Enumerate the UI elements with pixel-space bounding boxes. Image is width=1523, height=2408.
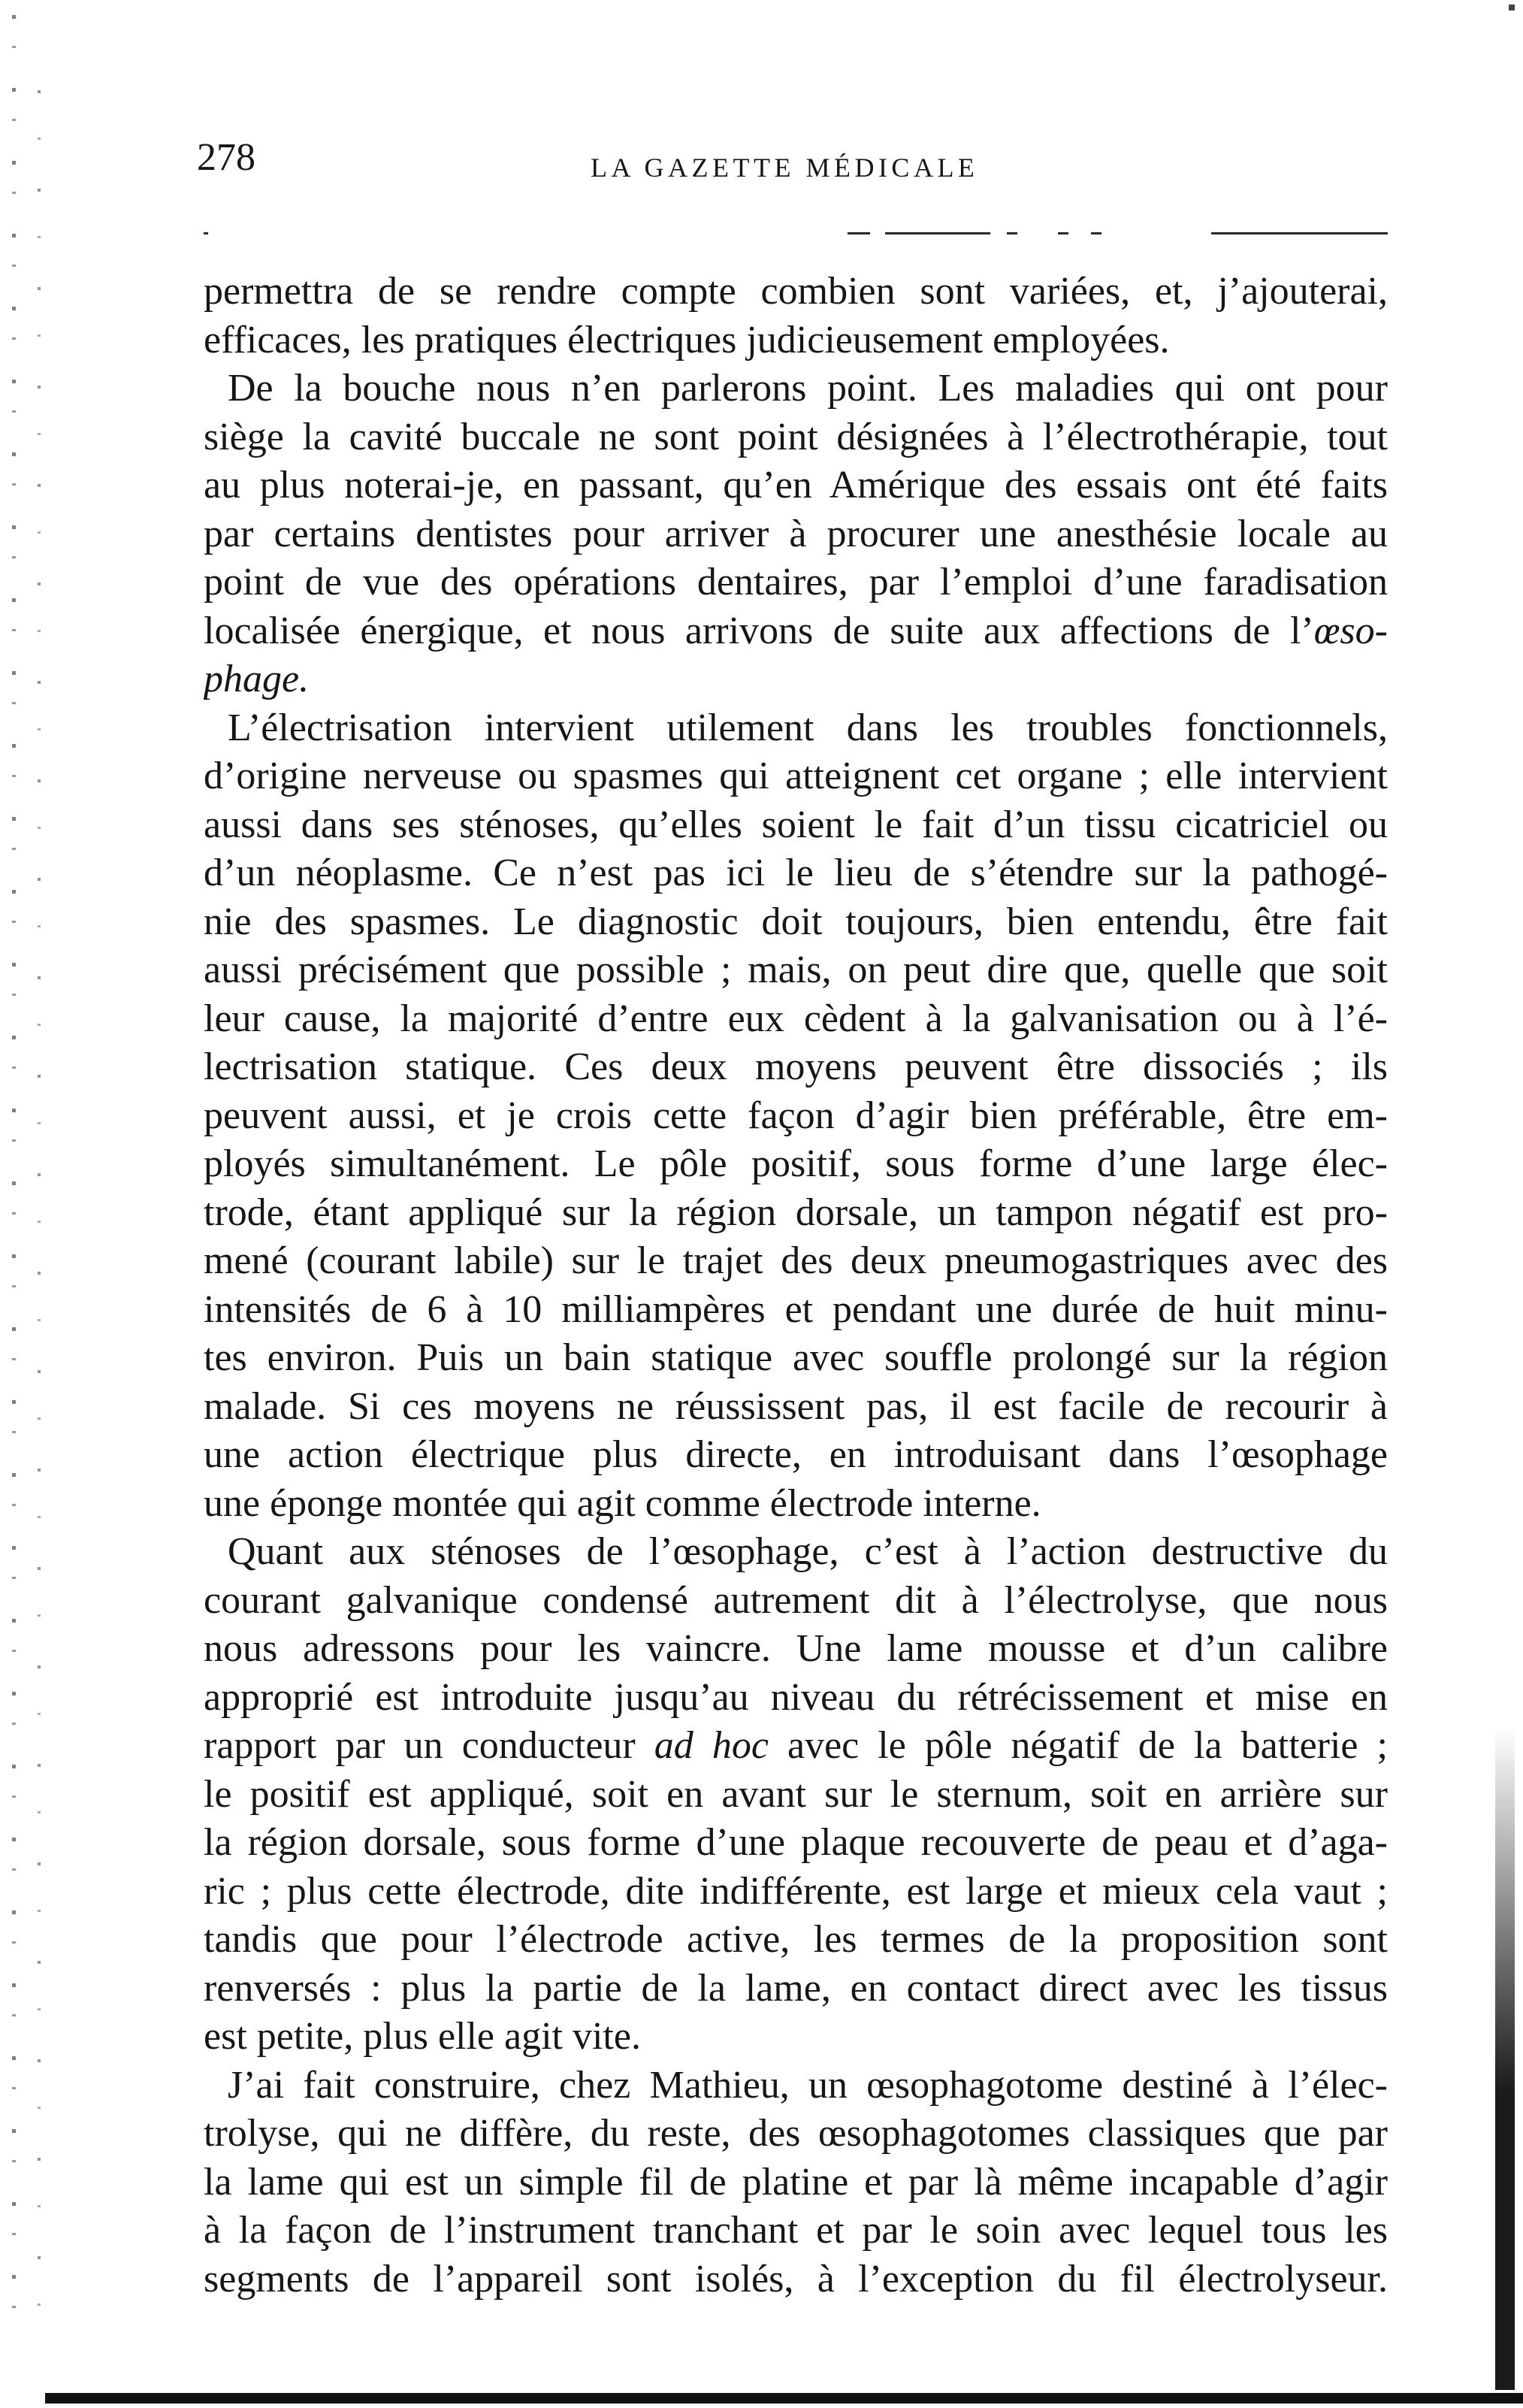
text-line: aussi dans ses sténoses, qu’elles soient le fait d’un tissu cicatriciel ou [204,803,1388,846]
text-line: lectrisation statique. Ces deux moyens peuvent être dissociés ; ils [204,1045,1388,1088]
text-line: d’un néoplasme. Ce n’est pas ici le lieu de s’étendre sur la pathogé- [204,852,1388,894]
text-line: la région dorsale, sous forme d’une plaque recouverte de peau et d’aga- [204,1821,1388,1864]
scan-speck [1509,5,1515,11]
text-line: tes environ. Puis un bain statique avec souffle prolongé sur la région [204,1336,1388,1379]
text-line: une éponge montée qui agit comme électrode interne. [204,1481,1041,1525]
text-line: mené (courant labile) sur le trajet des deux pneumogastriques avec des [204,1239,1388,1282]
text-line: par certains dentistes pour arriver à procurer une anesthésie locale au [204,512,1388,555]
text-line: De la bouche nous n’en parlerons point. Les maladies qui ont pour [228,367,1388,410]
text-line: la lame qui est un simple fil de platine et par là même incapable d’agir [204,2160,1388,2204]
text-line [204,1722,1388,1771]
header-rule-segment [1091,232,1101,234]
text-segment: localisée énergique, et nous arrivons de suite aux affections de l’ [204,609,1314,652]
text-line: peuvent aussi, et je crois cette façon d’agir bien préférable, être em- [204,1094,1388,1137]
text-segment: avec le pôle négatif de la batterie ; [768,1724,1388,1767]
paragraph [204,1528,1388,2062]
paragraph [204,2062,1388,2304]
header-rule-segment [204,232,208,234]
paragraph [204,704,1388,1529]
text-line: renversés : plus la partie de la lame, en contact direct avec les tissus [204,1966,1388,2010]
page-number: 278 [197,136,255,179]
text-line: leur cause, la majorité d’entre eux cèdent à la galvanisation ou à l’é- [204,997,1388,1040]
scan-bottom-edge [45,2393,1523,2403]
text-line: courant galvanique condensé autrement dit à l’électrolyse, que nous [204,1578,1388,1622]
text-line [204,607,1388,656]
text-line: intensités de 6 à 10 milliampères et pendant une durée de huit minu- [204,1287,1388,1331]
text-line: L’électrisation intervient utilement dans les troubles fonctionnels, [228,706,1388,749]
text-line: nie des spasmes. Le diagnostic doit toujours, bien entendu, être fait [204,900,1388,943]
paragraph [204,365,1388,704]
italic-text: œso- [1313,609,1388,652]
text-line: ployés simultanément. Le pôle positif, sous forme d’une large élec- [204,1142,1388,1185]
body-text [204,268,1388,2304]
text-line: Quant aux sténoses de l’œsophage, c’est à l’action destructive du [228,1530,1388,1573]
text-line: point de vue des opérations dentaires, par l’emploi d’une faradisation [204,561,1388,604]
scan-right-edge [1495,1729,1515,2390]
text-line: J’ai fait construire, chez Mathieu, un œsophagotome destiné à l’élec- [228,2063,1388,2107]
text-line: le positif est appliqué, soit en avant sur le sternum, soit en arrière sur [204,1772,1388,1816]
text-line: ric ; plus cette électrode, dite indifférente, est large et mieux cela vaut ; [204,1869,1388,1913]
scan-edge-specks [38,90,41,2345]
text-line: est petite, plus elle agit vite. [204,2015,641,2058]
header-rule-segment [885,232,990,234]
header-rule-segment [1058,232,1068,234]
running-head: LA GAZETTE MÉDICALE [591,153,979,183]
scan-edge-specks [12,15,16,2345]
paragraph [204,268,1388,365]
text-line: trode, étant appliqué sur la région dorsale, un tampon négatif est pro- [204,1190,1388,1234]
text-line: siège la cavité buccale ne sont point désignées à l’électrothérapie, tout [204,415,1388,458]
header-rule-segment [1211,232,1388,234]
text-line: aussi précisément que possible ; mais, on peut dire que, quelle que soit [204,948,1388,991]
header-rule-segment [1007,232,1017,234]
text-line: à la façon de l’instrument tranchant et par le soin avec lequel tous les [204,2209,1388,2252]
text-line: permettra de se rendre compte combien sont variées, et, j’ajouterai, [204,270,1388,313]
text-line: segments de l’appareil sont isolés, à l’exception du fil électrolyseur. [204,2257,1388,2301]
text-line: phage. [204,658,310,700]
text-line: malade. Si ces moyens ne réussissent pas, il est facile de recourir à [204,1384,1388,1428]
text-line: nous adressons pour les vaincre. Une lame mousse et d’un calibre [204,1627,1388,1670]
text-line: approprié est introduite jusqu’au niveau du rétrécissement et mise en [204,1675,1388,1719]
text-line: tandis que pour l’électrode active, les termes de la proposition sont [204,1918,1388,1961]
text-line: d’origine nerveuse ou spasmes qui atteignent cet organe ; elle intervient [204,755,1388,797]
text-line: trolyse, qui ne diffère, du reste, des œsophagotomes classiques que par [204,2112,1388,2155]
text-segment: rapport par un conducteur [204,1724,654,1767]
text-line: une action électrique plus directe, en introduisant dans l’œsophage [204,1433,1388,1476]
text-line: efficaces, les pratiques électriques judicieusement employées. [204,318,1170,362]
header-rule-segment [848,232,870,234]
text-line: au plus noterai-je, en passant, qu’en Amérique des essais ont été faits [204,464,1388,507]
italic-text: ad hoc [654,1724,769,1767]
